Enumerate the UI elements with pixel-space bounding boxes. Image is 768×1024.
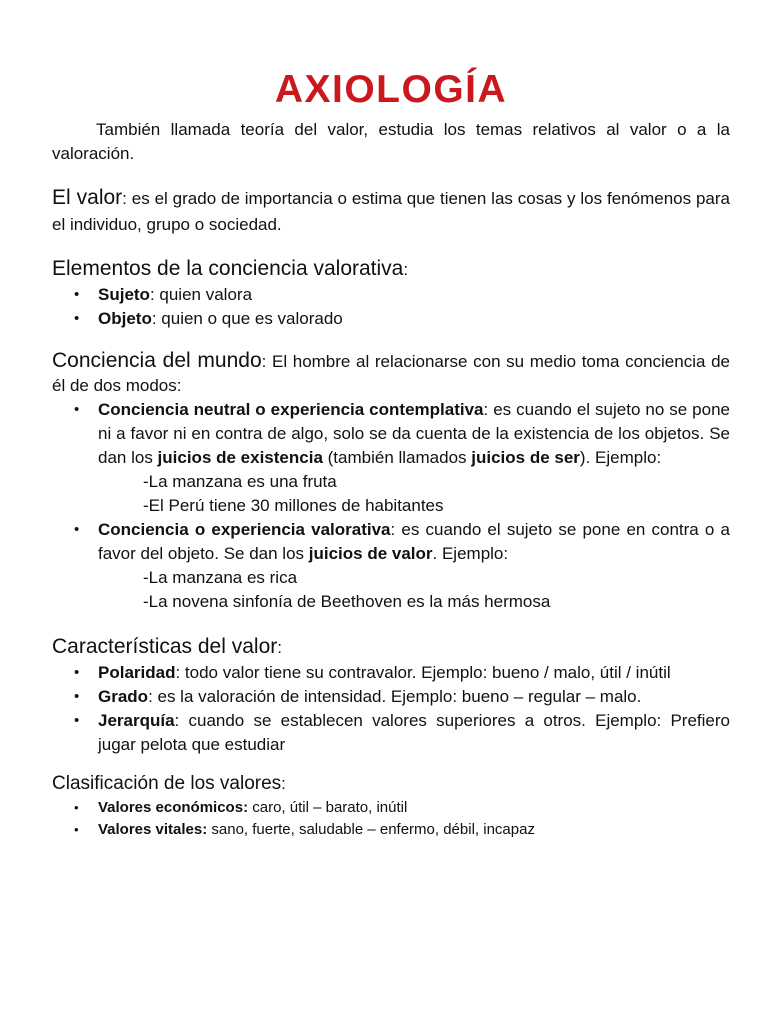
bullet-icon: •: [74, 822, 79, 837]
caracteristicas-list: [52, 661, 730, 757]
clasificacion-heading-text: Clasificación de los valores: [52, 773, 282, 794]
mundo-paragraph: [52, 349, 730, 398]
item-text: ). Ejemplo:: [579, 448, 662, 467]
item-term: Sujeto: [98, 285, 150, 304]
clasificacion-section: [52, 771, 730, 841]
elementos-heading-text: Elementos de la conciencia valorativa: [52, 257, 404, 280]
item-term: Valores vitales:: [98, 821, 208, 838]
item-text: : cuando se establecen valores superiores a otros. Ejemplo: Prefiero jugar pelota que estudiar: [98, 711, 730, 754]
bullet-icon: •: [74, 800, 79, 815]
example-line: -La manzana es rica: [143, 568, 298, 587]
item-term: Conciencia o experiencia valorativa: [98, 520, 391, 539]
caracteristicas-section: [52, 634, 730, 757]
valor-term: El valor: [52, 186, 123, 209]
caracteristicas-colon: :: [277, 638, 282, 657]
clasificacion-list: [52, 797, 730, 841]
clasificacion-colon: :: [281, 774, 286, 793]
item-text: : todo valor tiene su contravalor. Ejemplo: bueno / malo, útil / inútil: [175, 663, 671, 682]
list-item: [52, 661, 730, 685]
example-line: -La novena sinfonía de Beethoven es la más hermosa: [143, 592, 551, 611]
list-item: [52, 819, 730, 841]
item-text: : es cuando el sujeto no se pone ni a favor ni en contra de algo, solo se da cuenta de la existencia de los objetos. Se dan los: [98, 400, 730, 467]
caracteristicas-heading: [52, 634, 730, 661]
mundo-list: [52, 398, 730, 614]
example-line: -La manzana es una fruta: [143, 472, 337, 491]
item-text: . Ejemplo:: [432, 544, 509, 563]
elementos-heading: [52, 256, 730, 283]
item-bold: juicios de valor: [308, 544, 433, 563]
item-text: : quien o que es valorado: [151, 309, 343, 328]
list-item: [52, 709, 730, 757]
item-term: Conciencia neutral o experiencia contemplativa: [98, 400, 484, 419]
item-term: Valores económicos:: [98, 799, 249, 816]
list-item: [52, 398, 730, 518]
mundo-heading: Conciencia del mundo: [52, 349, 262, 372]
mundo-section: [52, 349, 730, 614]
item-bold: juicios de existencia: [157, 448, 323, 467]
item-term: Polaridad: [98, 663, 176, 682]
item-text: sano, fuerte, saludable – enfermo, débil, incapaz: [207, 821, 535, 838]
list-item: [52, 685, 730, 709]
list-item: [52, 797, 730, 819]
intro-paragraph: También llamada teoría del valor, estudia los temas relativos al valor o a la valoración.: [52, 120, 730, 163]
bullet-icon: •: [74, 521, 80, 538]
item-term: Grado: [98, 687, 149, 706]
item-text: : es cuando el sujeto se pone en contra o a favor del objeto. Se dan los: [98, 520, 730, 563]
mundo-text: : El hombre al relacionarse con su medio toma conciencia de él de dos modos:: [52, 352, 730, 395]
clasificacion-heading: [52, 771, 730, 797]
elementos-list: [52, 283, 730, 331]
elementos-section: [52, 256, 730, 331]
bullet-icon: •: [74, 310, 80, 327]
elementos-colon: :: [403, 260, 409, 279]
item-bold: juicios de ser: [471, 448, 580, 467]
list-item: [52, 518, 730, 614]
item-text: : es la valoración de intensidad. Ejemplo: bueno – regular – malo.: [148, 687, 642, 706]
item-term: Jerarquía: [98, 711, 175, 730]
bullet-icon: •: [74, 286, 80, 303]
item-term: Objeto: [98, 309, 152, 328]
valor-text: : es el grado de importancia o estima que tienen las cosas y los fenómenos para el individuo, grupo o sociedad.: [52, 189, 730, 234]
item-text: caro, útil – barato, inútil: [248, 799, 408, 816]
bullet-icon: •: [74, 712, 80, 729]
bullet-icon: •: [74, 664, 80, 681]
valor-definition: [52, 185, 730, 238]
caracteristicas-heading-text: Características del valor: [52, 635, 278, 658]
list-item: [52, 307, 730, 331]
example-line: -El Perú tiene 30 millones de habitantes: [143, 496, 444, 515]
bullet-icon: •: [74, 401, 80, 418]
item-text: : quien valora: [149, 285, 253, 304]
list-item: [52, 283, 730, 307]
document-title: AXIOLOGÍA: [274, 68, 508, 111]
item-text: (también llamados: [322, 448, 472, 467]
bullet-icon: •: [74, 688, 80, 705]
